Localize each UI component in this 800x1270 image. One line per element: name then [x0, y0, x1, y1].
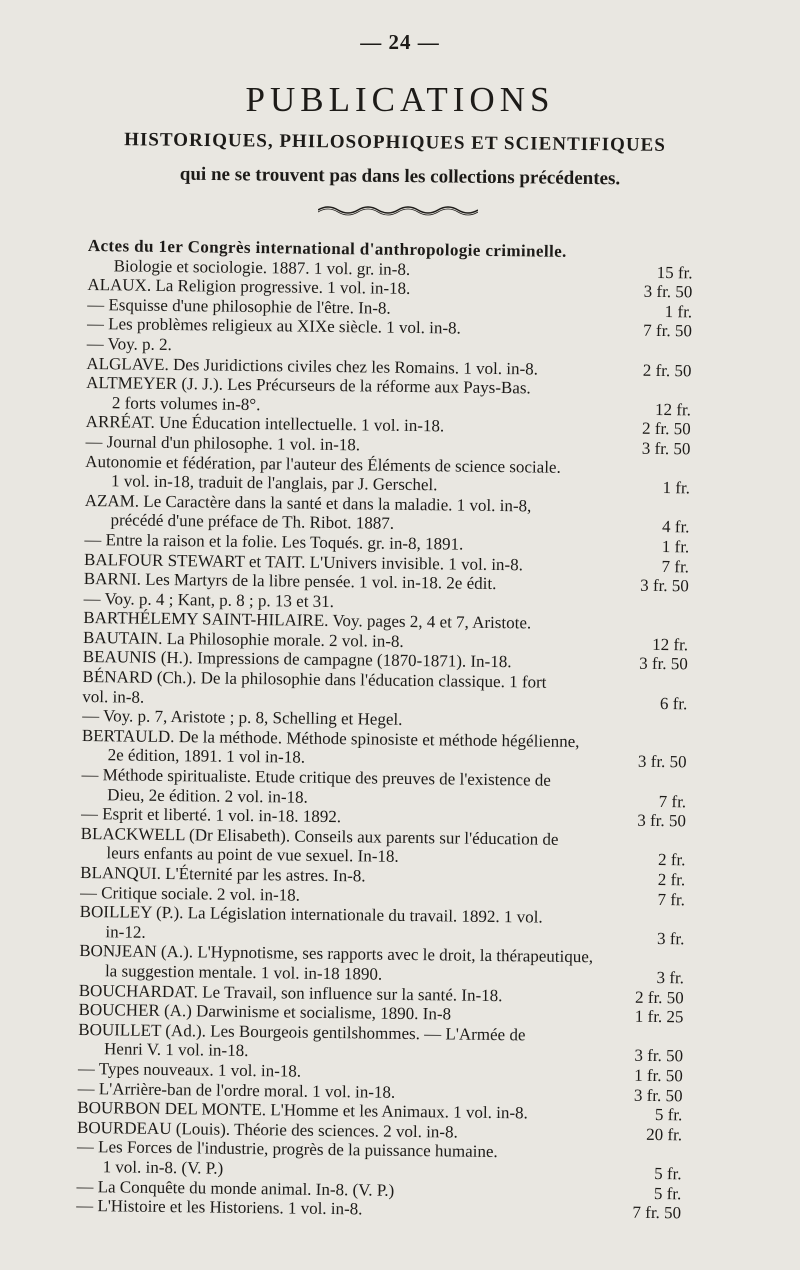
- catalog-line-price: 3 fr. 50: [643, 281, 693, 302]
- catalog-line-price: 4 fr.: [661, 517, 690, 537]
- catalog-line-price: 3 fr. 50: [641, 438, 691, 459]
- catalog-line-price: 7 fr.: [661, 556, 690, 576]
- catalog-line-text: — Journal d'un philosophe. 1 vol. in-18.: [85, 431, 361, 455]
- catalog-line-text: BOURBON DEL MONTE. L'Homme et les Animaux. 1 vol. in-8.: [77, 1098, 528, 1123]
- catalog-line-text: BOILLEY (P.). La Législation internationale du travail. 1892. 1 vol.: [79, 902, 543, 927]
- catalog-line-price: 1 fr.: [661, 536, 690, 557]
- page-subtitle-note: qui ne se trouvent pas dans les collections précédentes.: [179, 163, 621, 190]
- catalog-line-price: 20 fr.: [646, 1124, 683, 1145]
- catalog-line-price: 2 fr. 50: [634, 987, 684, 1007]
- catalog-line-price: 7 fr. 50: [632, 1202, 682, 1223]
- catalog-line-price: 3 fr.: [656, 928, 685, 949]
- catalog-line-text: BÉNARD (Ch.). De la philosophie dans l'éducation classique. 1 fort: [82, 667, 547, 692]
- catalog-line-text: BALFOUR STEWART et TAIT. L'Univers invisible. 1 vol. in-8.: [83, 549, 524, 574]
- catalog-line-text: — La Conquête du monde animal. In-8. (V. P.): [76, 1176, 395, 1200]
- publication-list: [76, 236, 693, 1223]
- catalog-line-price: 7 fr. 50: [643, 321, 692, 341]
- catalog-line-text: BLANQUI. L'Éternité par les astres. In-8.: [80, 862, 366, 886]
- catalog-line-text: Autonomie et fédération, par l'auteur des Éléments de science sociale.: [85, 451, 561, 477]
- ornament-rule-icon: [318, 204, 478, 216]
- catalog-line-text: 1 vol. in-8. (V. P.): [102, 1157, 224, 1178]
- catalog-line-price: 2 fr. 50: [642, 360, 692, 380]
- catalog-line-text: — L'Arrière-ban de l'ordre moral. 1 vol. in-18.: [77, 1078, 396, 1102]
- catalog-line-price: 5 fr.: [654, 1105, 683, 1125]
- catalog-line-price: 7 fr.: [657, 889, 686, 909]
- catalog-line-text: 2e édition, 1891. 1 vol in-18.: [107, 745, 306, 768]
- catalog-line-text: vol. in-8.: [82, 686, 145, 707]
- catalog-line-text: BAUTAIN. La Philosophie morale. 2 vol. in-8.: [82, 627, 404, 651]
- catalog-line-text: Biologie et sociologie. 1887. 1 vol. gr. in-8.: [113, 255, 411, 279]
- catalog-line-text: — Les problèmes religieux au XIXe siècle. 1 vol. in-8.: [86, 314, 461, 338]
- catalog-line-text: leurs enfants au point de vue sexuel. In-18.: [106, 843, 399, 867]
- catalog-line-text: Dieu, 2e édition. 2 vol. in-18.: [107, 784, 308, 807]
- catalog-line-text: — Les Forces de l'industrie, progrès de la puissance humaine.: [76, 1137, 498, 1162]
- page-number: — 24 —: [360, 30, 440, 54]
- catalog-line-price: 7 fr.: [658, 791, 687, 811]
- catalog-line-price: 3 fr.: [656, 967, 685, 988]
- catalog-line-text: ARRÉAT. Une Éducation intellectuelle. 1 vol. in-18.: [85, 412, 445, 436]
- catalog-line-price: 2 fr. 50: [641, 419, 691, 439]
- catalog-line-price: 1 fr. 25: [634, 1006, 684, 1027]
- catalog-line-price: 12 fr.: [654, 399, 692, 420]
- catalog-line-text: — Voy. p. 2.: [86, 333, 172, 355]
- catalog-line-text: BOURDEAU (Louis). Théorie des sciences. 2 vol. in-8.: [76, 1117, 458, 1142]
- catalog-line-text: BARNI. Les Martyrs de la libre pensée. 1 vol. in-18. 2e édit.: [83, 569, 497, 594]
- catalog-line-text: BARTHÉLEMY SAINT-HILAIRE. Voy. pages 2, 4 et 7, Aristote.: [83, 608, 532, 633]
- catalog-line-text: — Entre la raison et la folie. Les Toqués. gr. in-8, 1891.: [84, 529, 464, 554]
- catalog-line-text: BEAUNIS (H.). Impressions de campagne (1870-1871). In-18.: [82, 647, 512, 672]
- catalog-line-text: — Voy. p. 4 ; Kant, p. 8 ; p. 13 et 31.: [83, 588, 335, 611]
- catalog-line-price: 3 fr. 50: [637, 752, 687, 772]
- catalog-line-text: — Critique sociale. 2 vol. in-18.: [79, 882, 301, 905]
- page-subtitle: HISTORIQUES, PHILOSOPHIQUES ET SCIENTIFIQUES: [124, 129, 666, 156]
- catalog-line-price: 1 fr.: [664, 301, 693, 322]
- catalog-line-price: 1 fr. 50: [634, 1065, 683, 1086]
- catalog-line-text: 1 vol. in-18, traduit de l'anglais, par J. Gerschel.: [110, 471, 438, 495]
- catalog-line-text: 2 forts volumes in-8°.: [111, 393, 261, 414]
- catalog-line-price: 3 fr. 50: [640, 575, 689, 596]
- catalog-line-text: BLACKWELL (Dr Elisabeth). Conseils aux parents sur l'éducation de: [80, 823, 559, 849]
- catalog-line-text: ALAUX. La Religion progressive. 1 vol. in-18.: [87, 275, 411, 299]
- catalog-line-text: la suggestion mentale. 1 vol. in-18 1890.: [104, 961, 383, 984]
- page-title: PUBLICATIONS: [245, 80, 555, 119]
- catalog-line-text: BERTAULD. De la méthode. Méthode spinosiste et méthode hégélienne,: [81, 725, 580, 751]
- catalog-line-text: BOUCHARDAT. Le Travail, son influence sur la santé. In-18.: [78, 980, 503, 1005]
- catalog-line-text: ALGLAVE. Des Juridictions civiles chez les Romains. 1 vol. in-8.: [86, 353, 539, 379]
- catalog-line-text: — Types nouveaux. 1 vol. in-18.: [77, 1058, 302, 1081]
- catalog-line-price: 3 fr. 50: [639, 654, 688, 674]
- catalog-line-price: 3 fr. 50: [634, 1046, 684, 1066]
- catalog-line-text: — Voy. p. 7, Aristote ; p. 8, Schelling et Hegel.: [82, 706, 403, 730]
- catalog-line-text: — Esquisse d'une philosophie de l'être. In-8.: [87, 294, 391, 318]
- catalog-line-price: 2 fr.: [657, 850, 686, 870]
- catalog-line-price: 2 fr.: [657, 870, 686, 890]
- catalog-line-price: 5 fr.: [653, 1183, 682, 1203]
- catalog-line-price: 3 fr. 50: [633, 1085, 683, 1105]
- catalog-line-price: 3 fr. 50: [637, 810, 687, 831]
- catalog-line-text: précédé d'une préface de Th. Ribot. 1887.: [110, 510, 395, 534]
- catalog-line-text: — L'Histoire et les Historiens. 1 vol. in-8.: [76, 1196, 363, 1219]
- catalog-line-text: BOUCHER (A.) Darwinisme et socialisme, 1890. In-8: [78, 1000, 452, 1024]
- catalog-line-text: in-12.: [105, 922, 146, 942]
- catalog-line-text: ALTMEYER (J. J.). Les Précurseurs de la réforme aux Pays-Bas.: [86, 373, 531, 398]
- catalog-line-price: 6 fr.: [659, 693, 688, 714]
- catalog-line-text: BONJEAN (A.). L'Hypnotisme, ses rapports avec le droit, la thérapeutique,: [79, 941, 594, 967]
- catalog-line-price: 15 fr.: [656, 262, 693, 282]
- catalog-line-price: 5 fr.: [654, 1163, 682, 1184]
- catalog-line-text: Actes du 1er Congrès international d'anthropologie criminelle.: [87, 236, 567, 261]
- catalog-line-text: BOUILLET (Ad.). Les Bourgeois gentilshommes. — L'Armée de: [78, 1019, 526, 1045]
- catalog-line-text: Henri V. 1 vol. in-18.: [103, 1039, 249, 1061]
- catalog-line-price: 1 fr.: [662, 478, 691, 498]
- catalog-line-text: — Esprit et liberté. 1 vol. in-18. 1892.: [80, 804, 342, 827]
- catalog-line-price: 12 fr.: [652, 634, 689, 655]
- catalog-line-text: AZAM. Le Caractère dans la santé et dans la maladie. 1 vol. in-8,: [84, 490, 532, 516]
- catalog-line-text: — Méthode spiritualiste. Etude critique des preuves de l'existence de: [81, 764, 551, 790]
